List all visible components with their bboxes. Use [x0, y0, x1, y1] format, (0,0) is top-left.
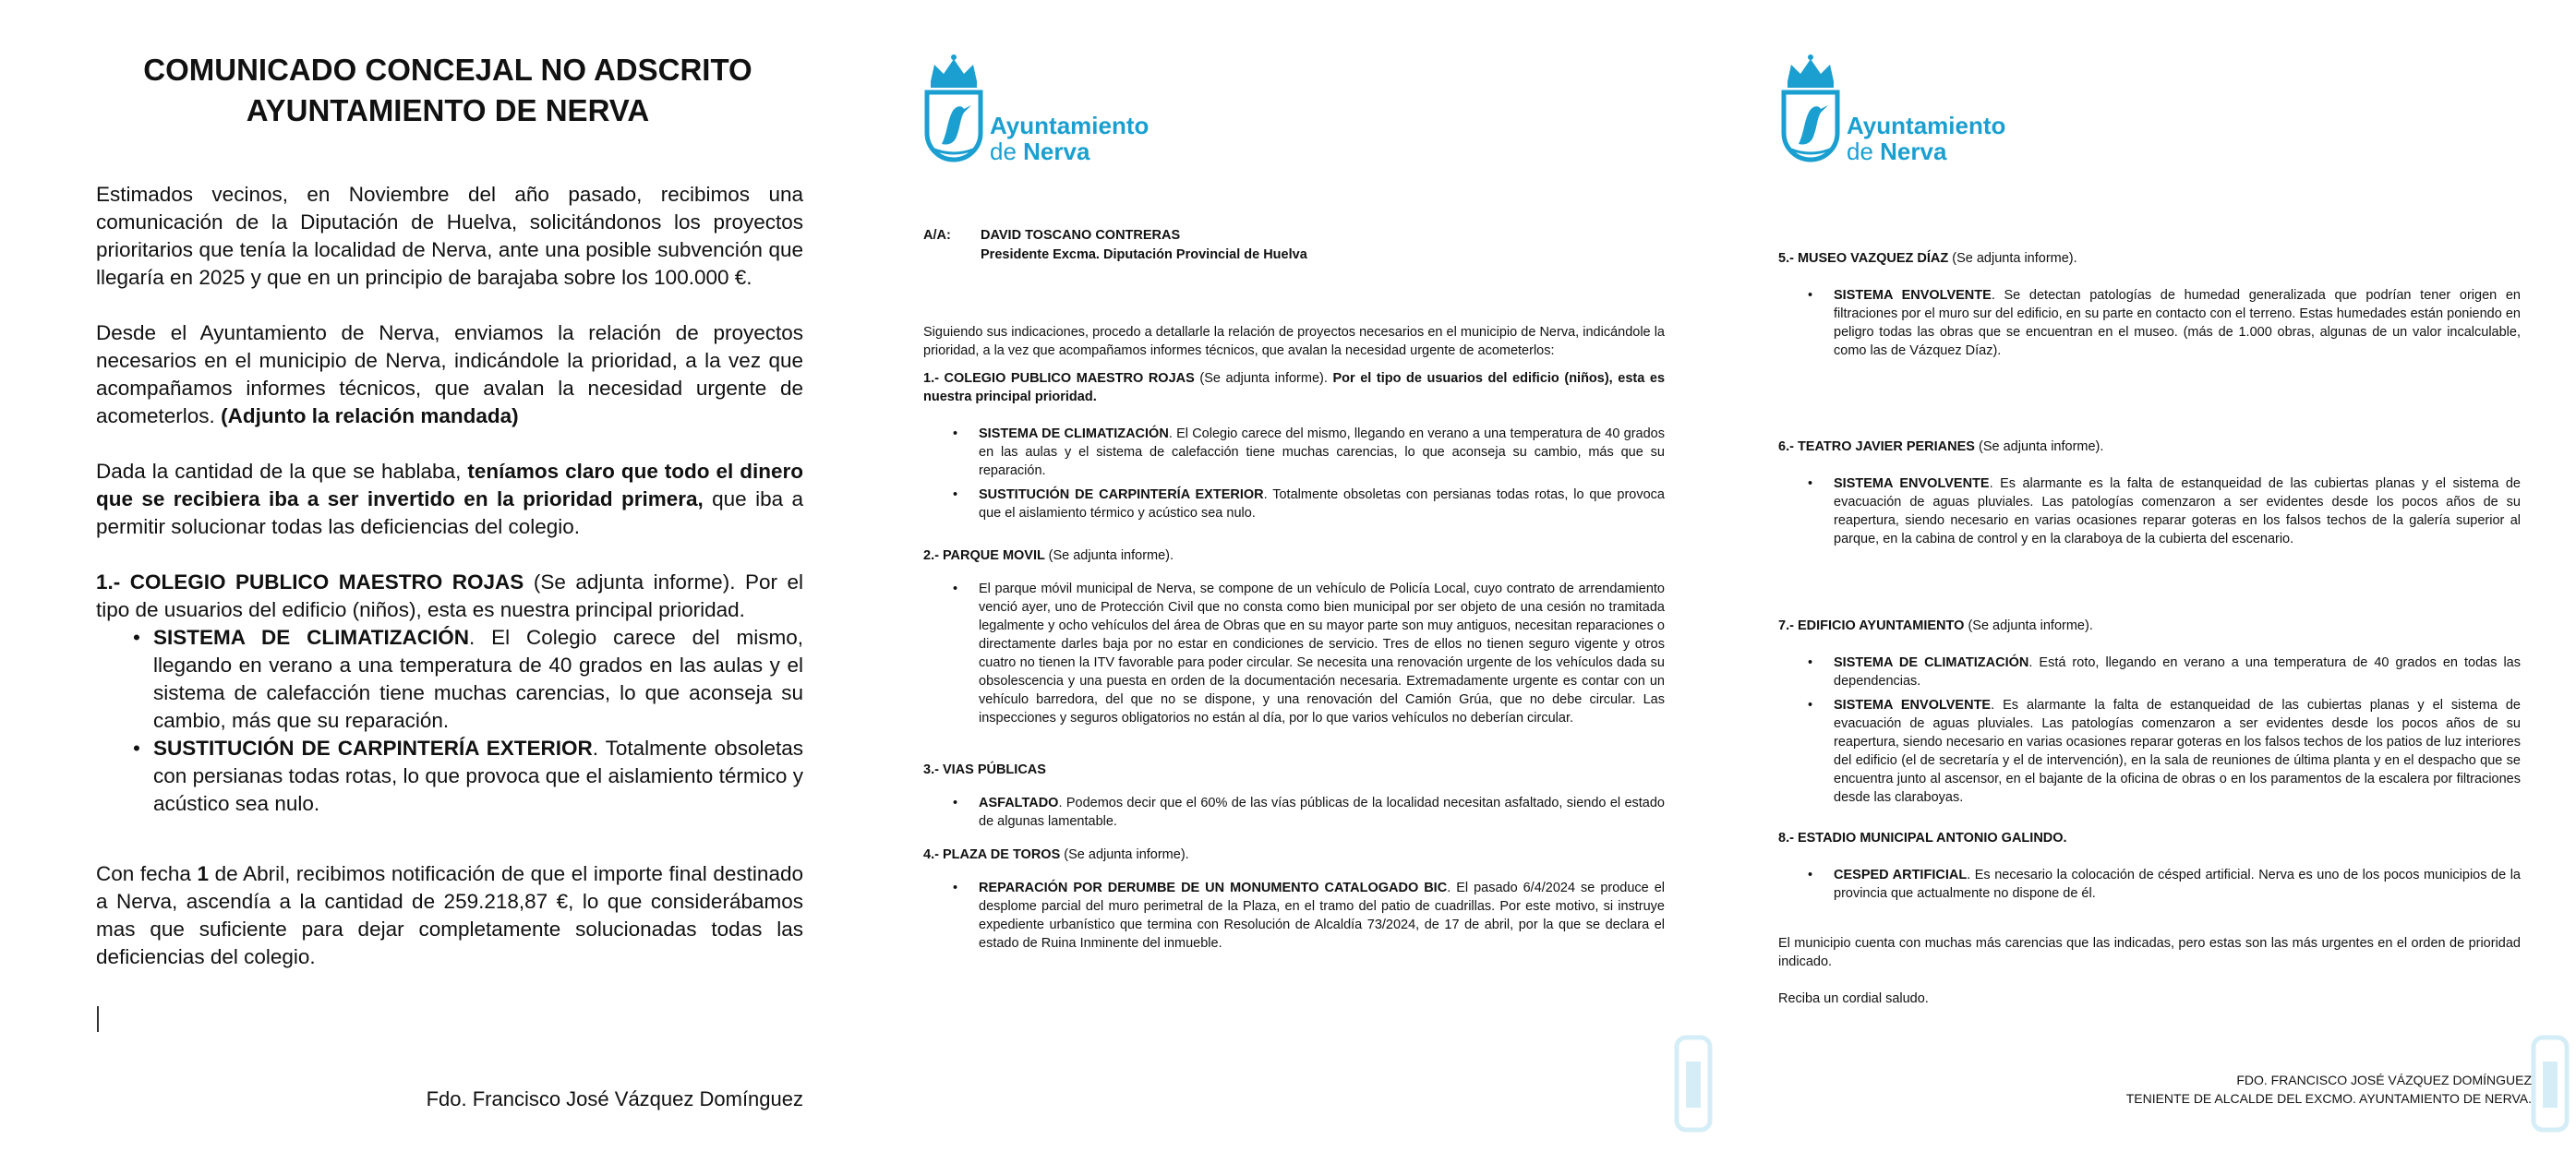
list-item: • REPARACIÓN POR DERUMBE DE UN MONUMENTO CATALOGADO BIC. El pasado 6/4/2024 se produce el desplome parcial del muro perimetral de la Plaza, en el tramo del patio de cuadrillas. Por este motivo, si instruye expediente urbanístico que termina con Resolución de Alcaldía 73/2024, de 17 de abril, por la que se declara el estado de Ruina Inminente del inmueble. [979, 879, 1665, 953]
letter-intro: Siguiendo sus indicaciones, procedo a detallarle la relación de proyectos necesarios en el municipio de Nerva, indicándole la prioridad, a la vez que acompañamos informes técnicos, que avalan la necesidad urgente de acometerlos: [923, 325, 1665, 358]
watermark-logo-icon [2530, 1034, 2570, 1135]
list-item: • SISTEMA DE CLIMATIZACIÓN. El Colegio carece del mismo, llegando en verano a una temperatura de 40 grados en las aulas y el sistema de calefacción tiene muchas carencias, lo que aconseja su cambio, más que su reparación. [153, 624, 803, 735]
section-heading: 5.- MUSEO VAZQUEZ DÍAZ (Se adjunta informe). [1778, 251, 2077, 266]
salutation: Reciba un cordial saludo. [1778, 991, 1929, 1006]
crown-heron-icon [1780, 54, 1841, 162]
section-heading: 1.- COLEGIO PUBLICO MAESTRO ROJAS (Se adjunta informe). Por el tipo de usuarios del edificio (niños), esta es nuestra principal prioridad. [923, 371, 1666, 404]
section-list [923, 580, 1665, 727]
signature-name: FDO. FRANCISCO JOSÉ VÁZQUEZ DOMÍNGUEZ [2236, 1073, 2532, 1087]
title-line-1: COMUNICADO CONCEJAL NO ADSCRITO [143, 53, 752, 87]
section-heading: 6.- TEATRO JAVIER PERIANES (Se adjunta informe). [1778, 439, 2104, 454]
letter-body-1 [923, 323, 1665, 958]
list-item: • SISTEMA DE CLIMATIZACIÓN. El Colegio carece del mismo, llegando en verano a una temperatura de 40 grados en las aulas y el sistema de calefacción tiene muchas carencias, lo que aconseja su cambio, más que su reparación. [979, 425, 1665, 480]
section-heading: 3.- VIAS PÚBLICAS [923, 762, 1046, 777]
addressee-name: DAVID TOSCANO CONTRERAS [981, 228, 1181, 243]
section-list [1778, 286, 2521, 360]
logo-text-line-1: Ayuntamiento [1847, 112, 2006, 139]
list-item: • SUSTITUCIÓN DE CARPINTERÍA EXTERIOR. Totalmente obsoletas con persianas todas rotas, lo que provoca que el aislamiento térmico y acústico sea nulo. [153, 735, 803, 818]
section-heading: 2.- PARQUE MOVIL (Se adjunta informe). [923, 548, 1174, 563]
signature-block [2126, 1071, 2532, 1108]
page-communique [0, 0, 859, 1164]
list-item: • SISTEMA ENVOLVENTE. Se detectan patologías de humedad generalizada que podrían tener origen en filtraciones por el muro sur del edificio, en su parte en contacto con el terreno. Estas humedades están poniendo en peligro todas las obras que se encuentran en el museo. (más de 1.000 obras, algunas de un valor incalculable, como las de Vázquez Díaz). [1834, 286, 2521, 360]
nerva-logo [923, 54, 1191, 164]
list-item: • SISTEMA ENVOLVENTE. Es alarmante es la falta de estanqueidad de las cubiertas planas y el sistema de evacuación de aguas pluviales. Las patologías comenzaron a ser evidentes desde los pocos años de su reapertura, siendo necesario en varias ocasiones reparar goteras en los falsos techos de la galería superior al parque, en la cabina de control y en la claraboya de la cubierta del escenario. [1834, 474, 2521, 548]
section-heading: 4.- PLAZA DE TOROS (Se adjunta informe). [923, 847, 1189, 862]
paragraph-2: Desde el Ayuntamiento de Nerva, enviamos la relación de proyectos necesarios en el municipio de Nerva, indicándole la prioridad, a la vez que acompañamos informes técnicos, que avalan la necesidad urgente de acometerlos. (Adjunto la relación mandada) [96, 321, 803, 427]
section-1-heading: 1.- COLEGIO PUBLICO MAESTRO ROJAS (Se adjunta informe). Por el tipo de usuarios del edificio (niños), esta es nuestra principal prioridad. [96, 570, 803, 621]
paragraph-4: Con fecha 1 de Abril, recibimos notificación de que el importe final destinado a Nerva, ascendía a la cantidad de 259.218,87 €, lo que considerábamos mas que suficiente para dejar completamente solucionadas todas las deficiencias del colegio. [96, 862, 803, 968]
section-list [1778, 866, 2521, 903]
section-1-list [153, 624, 803, 818]
communique-body [96, 181, 803, 999]
section-heading: 7.- EDIFICIO AYUNTAMIENTO (Se adjunta informe). [1778, 618, 2093, 633]
signature: Fdo. Francisco José Vázquez Domínguez [426, 1087, 803, 1110]
section-heading: 8.- ESTADIO MUNICIPAL ANTONIO GALINDO. [1778, 831, 2067, 846]
addressee-label: A/A: [923, 228, 951, 243]
section-list [1778, 654, 2521, 807]
list-item: • El parque móvil municipal de Nerva, se compone de un vehículo de Policía Local, cuyo contrato de arrendamiento venció ayer, uno de Protección Civil que no consta como bien municipal por ser objeto de una cesión no tramitada legalmente y ocho vehículos del área de Obras que en su mayor parte son muy antiguos, necesitan reparaciones o directamente darles baja por no estar en condiciones de servicio. Tres de ellos no tienen seguro vigente y otros cuatro no tienen la ITV favorable para poder circular. Se necesita una renovación urgente de los vehículos dada su obsolescencia y una puesta en orden de la documentación necesaria. Extremadamente urgente es contar con un vehículo barredora, del que no se dispone, y una renovación del Camión Grúa, que no debe circular. Las inspecciones y seguros obligatorios no están al día, por lo que varios vehículos no deberían circular. [979, 580, 1665, 727]
logo-text-line-1: Ayuntamiento [990, 112, 1150, 139]
list-item: • SISTEMA DE CLIMATIZACIÓN. Está roto, llegando en verano a una temperatura de 40 grados en todas las dependencias. [1834, 654, 2521, 690]
page-letter-1 [859, 0, 1717, 1164]
addressee-title: Presidente Excma. Diputación Provincial de Huelva [981, 247, 1307, 262]
text-cursor[interactable] [97, 1006, 99, 1032]
watermark-logo-icon [1673, 1034, 1714, 1135]
letter-body-2 [1778, 249, 2521, 1008]
communique-title [92, 50, 803, 131]
title-line-2: AYUNTAMIENTO DE NERVA [246, 93, 650, 127]
page-letter-2 [1717, 0, 2576, 1164]
section-list [923, 879, 1665, 953]
paragraph-1: Estimados vecinos, en Noviembre del año pasado, recibimos una comunicación de la Diputación de Huelva, solicitándonos los proyectos prioritarios que tenía la localidad de Nerva, ante una posible subvención que llegaría en 2025 y que en un principio de barajaba sobre los 100.000 €. [96, 183, 803, 289]
signature-role: TENIENTE DE ALCALDE DEL EXCMO. AYUNTAMIENTO DE NERVA. [2125, 1091, 2532, 1106]
paragraph-3: Dada la cantidad de la que se hablaba, teníamos claro que todo el dinero que se recibiera iba a ser invertido en la prioridad primera, que iba a permitir solucionar todas las deficiencias del colegio. [96, 460, 803, 538]
list-item: • SISTEMA ENVOLVENTE. Es alarmante la falta de estanqueidad de las cubiertas planas y el sistema de evacuación de aguas pluviales. Las patologías comenzaron a ser evidentes desde los pocos años de su reapertura, siendo necesario en varias ocasiones reparar goteras en los falsos techos de los patios de luz interiores del edificio (el de secretaría y el de intervención), en la sala de reuniones de última planta y en el despacho que se encuentra junto al ascensor, en el bajante de la oficina de obras o en los paramentos de la escalera por filtraciones desde las claraboyas. [1834, 696, 2521, 807]
section-list [923, 794, 1665, 831]
logo-text-line-2: de Nerva [1847, 138, 1947, 165]
logo-text-line-2: de Nerva [990, 138, 1090, 165]
section-list [1778, 474, 2521, 548]
crown-heron-icon [923, 54, 984, 162]
list-item: • CESPED ARTIFICIAL. Es necesario la colocación de césped artificial. Nerva es uno de los pocos municipios de la provincia que actualmente no dispone de él. [1834, 866, 2521, 903]
nerva-logo [1780, 54, 2048, 164]
list-item: • SUSTITUCIÓN DE CARPINTERÍA EXTERIOR. Totalmente obsoletas con persianas todas rotas, lo que provoca que el aislamiento térmico y acústico sea nulo. [979, 486, 1665, 522]
list-item: • ASFALTADO. Podemos decir que el 60% de las vías públicas de la localidad necesitan asfaltado, siendo el estado de algunas lamentable. [979, 794, 1665, 831]
section-list [923, 425, 1665, 522]
closing-paragraph: El municipio cuenta con muchas más carencias que las indicadas, pero estas son las más urgentes en el orden de prioridad indicado. [1778, 936, 2521, 969]
